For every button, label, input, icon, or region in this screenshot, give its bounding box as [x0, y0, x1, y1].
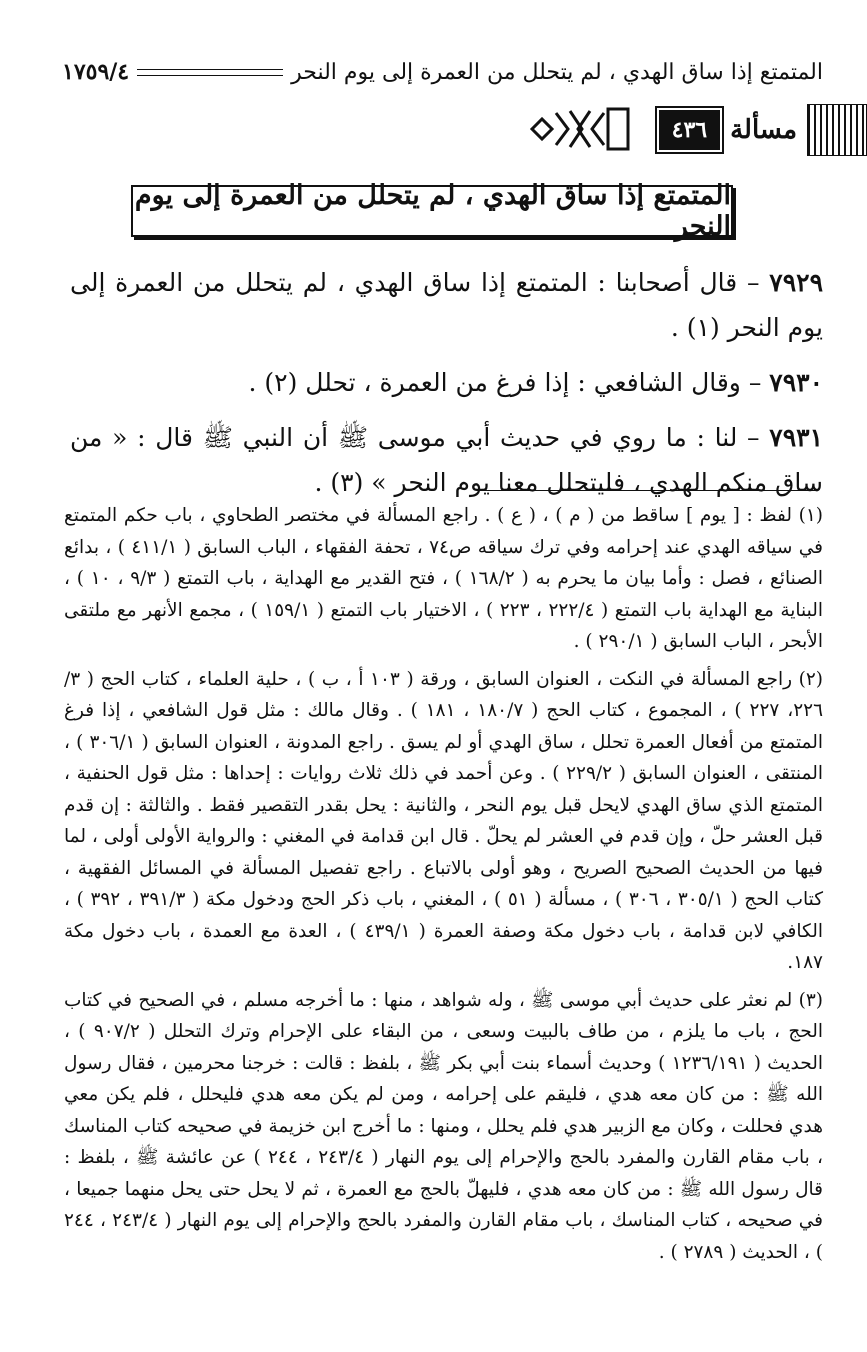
issue-number: ٤٣٦ [659, 110, 720, 150]
running-head-rule [137, 69, 283, 76]
paragraph-number: ٧٩٢٩ [769, 268, 823, 297]
paragraph-number: ٧٩٣٠ [769, 368, 823, 397]
paragraph-text: – وقال الشافعي : إذا فرغ من العمرة ، تحلل (٢) . [248, 368, 762, 397]
paragraph [70, 415, 823, 505]
footnote-separator [480, 490, 818, 491]
paragraph-number: ٧٩٣١ [769, 423, 823, 452]
issue-heading: المتمتع إذا ساق الهدي ، لم يتحلل من العمرة إلى يوم النحر [131, 185, 733, 237]
running-head-title: المتمتع إذا ساق الهدي ، لم يتحلل من العمرة إلى يوم النحر [291, 59, 823, 85]
paragraph [70, 360, 823, 405]
running-head [62, 52, 823, 92]
page-reference: ١٧٥٩/٤ [62, 59, 130, 85]
striped-block [807, 104, 867, 156]
paragraph-text: – لنا : ما روي في حديث أبي موسى ﷺ أن النبي ﷺ قال : « من ساق منكم الهدي ، فليتحلل معنا يوم النحر » (٣) . [70, 423, 823, 497]
paragraph-text: – قال أصحابنا : المتمتع إذا ساق الهدي ، لم يتحلل من العمرة إلى يوم النحر (١) . [70, 268, 823, 342]
main-text [70, 260, 823, 515]
paragraph [70, 260, 823, 350]
footnote: (٣) لم نعثر على حديث أبي موسى ﷺ ، وله شواهد ، منها : ما أخرجه مسلم ، في الصحيح في كتاب الحج ، باب ما يلزم ، من طاف بالبيت وسعى ، من البقاء على الإحرام وترك التحلل ( ٩٠٧/٢ ) ، الحديث ( ١٢٣٦/١٩١ ) وحديث أسماء بنت أبي بكر ﷺ ، بلفظ : قالت : خرجنا محرمين ، فقال رسول الله ﷺ : من كان معه هدي ، فليقم على إحرامه ، ومن لم يكن معه هدي فليحلل ، فلم يكن معي هدي فحللت ، وكان مع الزبير هدي فلم يحلل ، ومنها : ما أخرج ابن خزيمة في صحيحه كتاب المناسك ، باب مقام القارن والمفرد بالحج والإحرام إلى يوم النهار ( ٢٤٣/٤ ، ٢٤٤ ) عن عائشة ﷺ ، بلفظ : قال رسول الله ﷺ : من كان معه هدي ، فليهلّ بالحج مع العمرة ، ثم لا يحل حتى يحل منهما جميعا ، في صحيحه ، كتاب المناسك ، باب مقام القارن والمفرد بالحج والإحرام إلى يوم النهار ( ٢٤٣/٤ ، ٢٤٤ ) ، الحديث ( ٢٧٨٩ ) . [64, 989, 824, 1263]
footnote: (٢) راجع المسألة في النكت ، العنوان السابق ، ورقة ( ١٠٣ أ ، ب ) ، حلية العلماء ، كتاب الحج ( ٣/ ٢٢٦، ٢٢٧ ) ، المجموع ، كتاب الحج ( ١٨٠/٧ ، ١٨١ ) . وقال مالك : مثل قول الشافعي ، إذا فرغ المتمتع من أفعال العمرة تحلل ، ساق الهدي أو لم يسق . راجع المدونة ، العنوان السابق ( ٣٠٦/١ ) ، المنتقى ، العنوان السابق ( ٢٢٩/٢ ) . وعن أحمد في ذلك ثلاث روايات : إحداها : مثل قول الحنفية ، المتمتع الذي ساق الهدي لايحل قبل يوم النحر ، والثانية : يحل بقدر التقصير فقط . والثالثة : إن قدم قبل العشر حلّ ، وإن قدم في العشر لم يحلّ . قال ابن قدامة في المغني : والرواية الأولى أولى ، لما فيها من الحديث الصحيح الصريح ، وهو أولى بالاتباع . راجع تفصيل المسألة في المسائل الفقهية ، كتاب الحج ( ٣٠٥/١ ، ٣٠٦ ) ، مسألة ( ٥١ ) ، المغني ، باب ذكر الحج ودخول مكة ( ٣٩١/٣ ، ٣٩٢ ) ، الكافي لابن قدامة ، باب دخول مكة وصفة العمرة ( ٤٣٩/١ ) ، العدة مع العمدة ، باب دخول مكة ١٨٧. [64, 668, 824, 973]
ornament-icon [530, 103, 630, 155]
footnotes [64, 500, 823, 1274]
footnote: (١) لفظ : [ يوم ] ساقط من ( م ) ، ( ع ) . راجع المسألة في مختصر الطحاوي ، باب حكم المتمتع في سياقه الهدي عند إحرامه وفي ترك سياقه ص٧٤ ، تحفة الفقهاء ، الباب السابق ( ٤١١/١ ) ، بدائع الصنائع ، فصل : وأما بيان ما يحرم به ( ١٦٨/٢ ) ، فتح القدير مع الهداية ، باب التمتع ( ٩/٣ ، ١٠ ) ، البناية مع الهداية باب التمتع ( ٢٢٢/٤ ، ٢٢٣ ) ، الاختيار باب التمتع ( ١٥٩/١ ) ، مجمع الأنهر مع ملتقى الأبحر ، الباب السابق ( ٢٩٠/١ ) . [64, 505, 824, 652]
issue-label: مسألة [730, 115, 797, 145]
